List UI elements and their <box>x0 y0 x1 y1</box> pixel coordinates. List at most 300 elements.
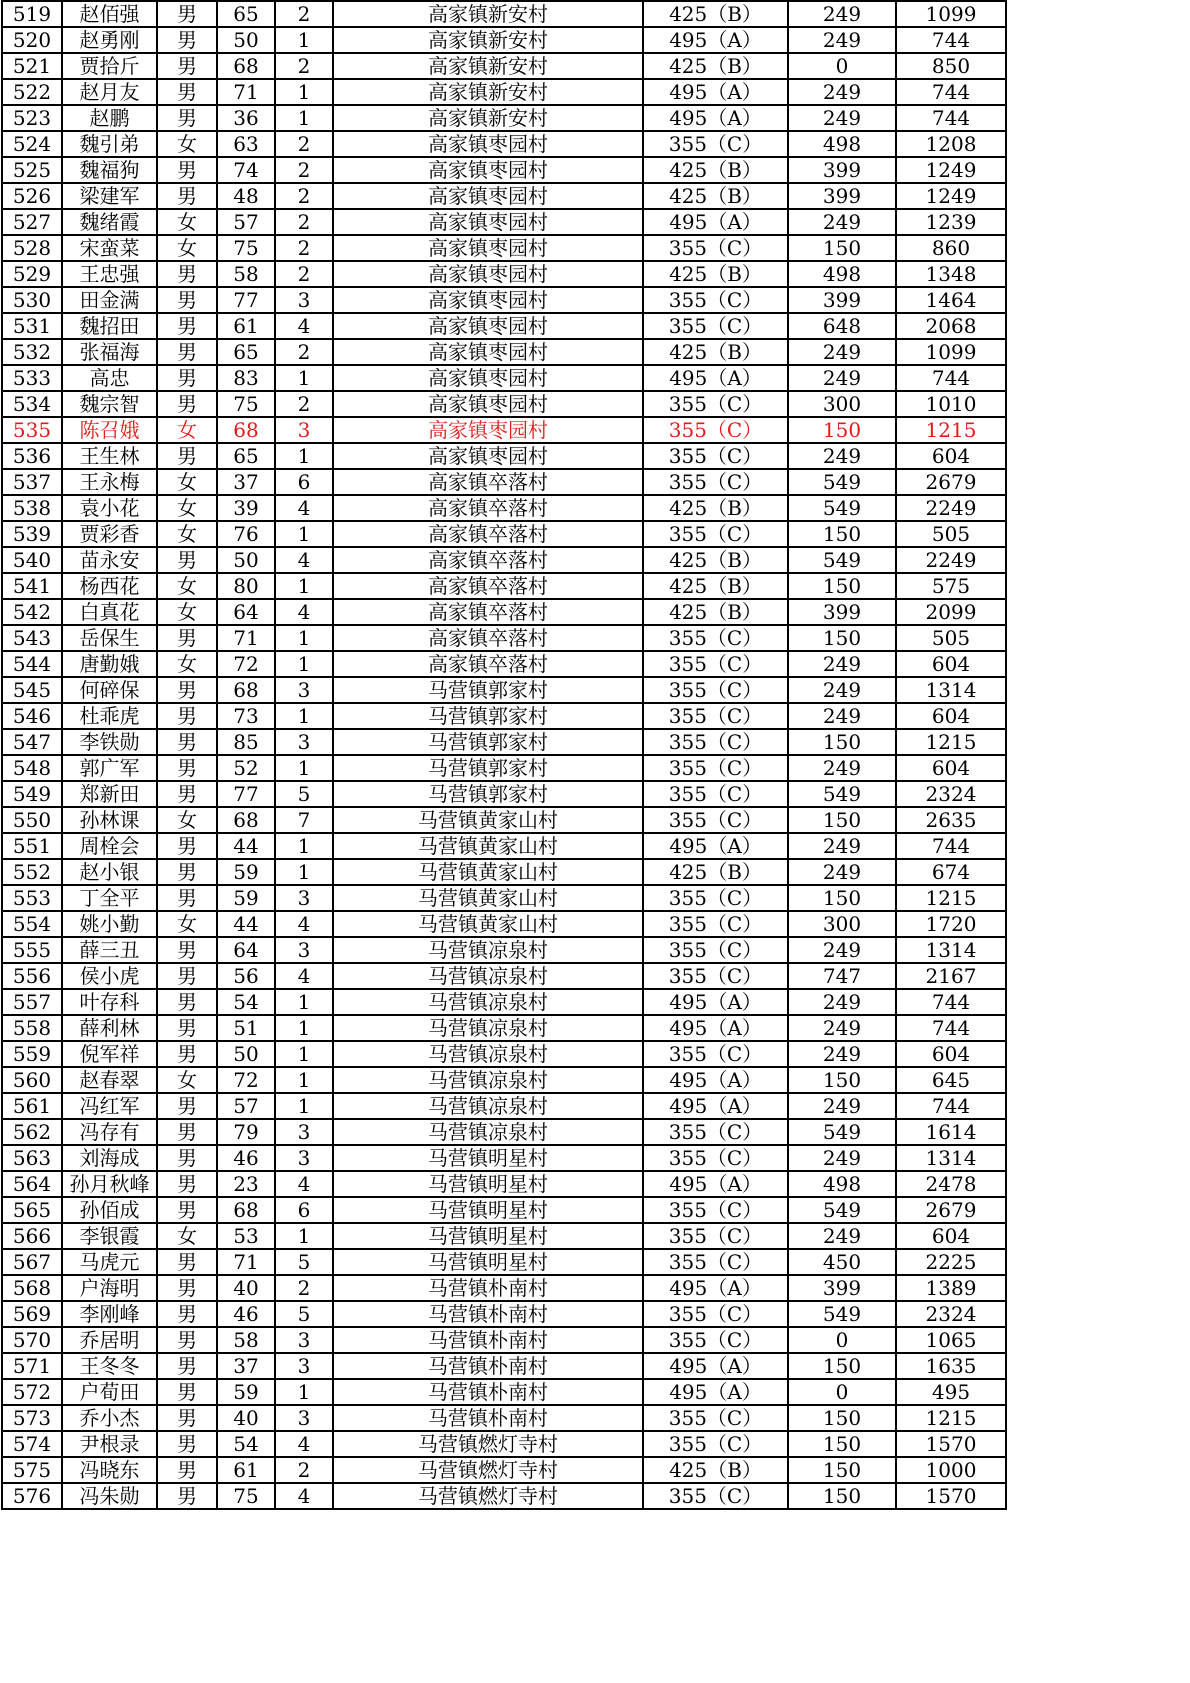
table-row <box>2 703 1006 729</box>
count-cell: 5 <box>275 1249 333 1275</box>
name-cell: 宋蛮菜 <box>62 235 157 261</box>
seq-cell: 542 <box>2 599 62 625</box>
seq-cell: 568 <box>2 1275 62 1301</box>
seq-cell: 564 <box>2 1171 62 1197</box>
amount-cell: 249 <box>788 79 896 105</box>
seq-cell: 553 <box>2 885 62 911</box>
gender-cell: 女 <box>157 807 217 833</box>
seq-cell: 567 <box>2 1249 62 1275</box>
table-row <box>2 365 1006 391</box>
age-cell: 50 <box>217 1041 275 1067</box>
standard-cell: 355（C） <box>643 937 788 963</box>
name-cell: 田金满 <box>62 287 157 313</box>
name-cell: 赵春翠 <box>62 1067 157 1093</box>
amount-cell: 549 <box>788 1119 896 1145</box>
age-cell: 56 <box>217 963 275 989</box>
seq-cell: 559 <box>2 1041 62 1067</box>
seq-cell: 539 <box>2 521 62 547</box>
standard-cell: 355（C） <box>643 235 788 261</box>
name-cell: 陈召娥 <box>62 417 157 443</box>
total-cell: 2068 <box>896 313 1006 339</box>
name-cell: 魏招田 <box>62 313 157 339</box>
seq-cell: 519 <box>2 1 62 27</box>
table-row <box>2 1197 1006 1223</box>
gender-cell: 男 <box>157 937 217 963</box>
seq-cell: 569 <box>2 1301 62 1327</box>
total-cell: 1215 <box>896 729 1006 755</box>
total-cell: 744 <box>896 1093 1006 1119</box>
name-cell: 赵佰强 <box>62 1 157 27</box>
gender-cell: 男 <box>157 1197 217 1223</box>
amount-cell: 300 <box>788 911 896 937</box>
standard-cell: 355（C） <box>643 443 788 469</box>
total-cell: 2478 <box>896 1171 1006 1197</box>
total-cell: 2324 <box>896 781 1006 807</box>
name-cell: 户海明 <box>62 1275 157 1301</box>
seq-cell: 534 <box>2 391 62 417</box>
gender-cell: 男 <box>157 1379 217 1405</box>
table-row <box>2 1 1006 27</box>
seq-cell: 532 <box>2 339 62 365</box>
gender-cell: 男 <box>157 1275 217 1301</box>
standard-cell: 425（B） <box>643 859 788 885</box>
gender-cell: 男 <box>157 1145 217 1171</box>
age-cell: 75 <box>217 391 275 417</box>
name-cell: 叶存科 <box>62 989 157 1015</box>
amount-cell: 249 <box>788 651 896 677</box>
count-cell: 3 <box>275 417 333 443</box>
total-cell: 604 <box>896 755 1006 781</box>
amount-cell: 249 <box>788 703 896 729</box>
standard-cell: 355（C） <box>643 651 788 677</box>
name-cell: 魏宗智 <box>62 391 157 417</box>
count-cell: 1 <box>275 1015 333 1041</box>
age-cell: 65 <box>217 443 275 469</box>
standard-cell: 355（C） <box>643 469 788 495</box>
village-cell: 高家镇卒落村 <box>333 547 643 573</box>
village-cell: 马营镇朴南村 <box>333 1379 643 1405</box>
gender-cell: 男 <box>157 963 217 989</box>
table-row <box>2 651 1006 677</box>
name-cell: 丁全平 <box>62 885 157 911</box>
seq-cell: 548 <box>2 755 62 781</box>
standard-cell: 355（C） <box>643 1301 788 1327</box>
gender-cell: 男 <box>157 1249 217 1275</box>
amount-cell: 399 <box>788 599 896 625</box>
table-row <box>2 729 1006 755</box>
table-row <box>2 1457 1006 1483</box>
seq-cell: 563 <box>2 1145 62 1171</box>
age-cell: 54 <box>217 1431 275 1457</box>
name-cell: 杜乖虎 <box>62 703 157 729</box>
village-cell: 马营镇郭家村 <box>333 729 643 755</box>
village-cell: 马营镇凉泉村 <box>333 1119 643 1145</box>
table-row <box>2 1353 1006 1379</box>
seq-cell: 536 <box>2 443 62 469</box>
count-cell: 1 <box>275 989 333 1015</box>
village-cell: 马营镇凉泉村 <box>333 1093 643 1119</box>
table-row <box>2 27 1006 53</box>
name-cell: 唐勤娥 <box>62 651 157 677</box>
total-cell: 1314 <box>896 937 1006 963</box>
village-cell: 高家镇枣园村 <box>333 417 643 443</box>
standard-cell: 425（B） <box>643 261 788 287</box>
standard-cell: 355（C） <box>643 755 788 781</box>
count-cell: 6 <box>275 469 333 495</box>
table-row <box>2 183 1006 209</box>
amount-cell: 549 <box>788 1197 896 1223</box>
gender-cell: 男 <box>157 27 217 53</box>
count-cell: 4 <box>275 495 333 521</box>
standard-cell: 495（A） <box>643 1067 788 1093</box>
standard-cell: 425（B） <box>643 1457 788 1483</box>
village-cell: 高家镇枣园村 <box>333 313 643 339</box>
count-cell: 2 <box>275 183 333 209</box>
amount-cell: 249 <box>788 859 896 885</box>
standard-cell: 425（B） <box>643 547 788 573</box>
village-cell: 高家镇新安村 <box>333 105 643 131</box>
count-cell: 3 <box>275 1353 333 1379</box>
gender-cell: 男 <box>157 313 217 339</box>
seq-cell: 566 <box>2 1223 62 1249</box>
village-cell: 马营镇凉泉村 <box>333 1015 643 1041</box>
name-cell: 贾彩香 <box>62 521 157 547</box>
count-cell: 3 <box>275 885 333 911</box>
total-cell: 1314 <box>896 1145 1006 1171</box>
age-cell: 39 <box>217 495 275 521</box>
seq-cell: 523 <box>2 105 62 131</box>
village-cell: 马营镇朴南村 <box>333 1405 643 1431</box>
standard-cell: 355（C） <box>643 963 788 989</box>
gender-cell: 男 <box>157 1301 217 1327</box>
age-cell: 40 <box>217 1405 275 1431</box>
seq-cell: 576 <box>2 1483 62 1509</box>
gender-cell: 男 <box>157 625 217 651</box>
seq-cell: 530 <box>2 287 62 313</box>
name-cell: 郑新田 <box>62 781 157 807</box>
village-cell: 高家镇新安村 <box>333 79 643 105</box>
village-cell: 高家镇枣园村 <box>333 391 643 417</box>
total-cell: 505 <box>896 521 1006 547</box>
total-cell: 1215 <box>896 417 1006 443</box>
age-cell: 61 <box>217 313 275 339</box>
amount-cell: 249 <box>788 755 896 781</box>
village-cell: 马营镇黄家山村 <box>333 885 643 911</box>
total-cell: 2099 <box>896 599 1006 625</box>
table-row <box>2 1275 1006 1301</box>
village-cell: 马营镇凉泉村 <box>333 937 643 963</box>
standard-cell: 355（C） <box>643 313 788 339</box>
total-cell: 1720 <box>896 911 1006 937</box>
amount-cell: 150 <box>788 521 896 547</box>
name-cell: 赵鹏 <box>62 105 157 131</box>
age-cell: 48 <box>217 183 275 209</box>
standard-cell: 495（A） <box>643 989 788 1015</box>
amount-cell: 150 <box>788 885 896 911</box>
standard-cell: 355（C） <box>643 521 788 547</box>
table-row <box>2 755 1006 781</box>
age-cell: 77 <box>217 287 275 313</box>
age-cell: 59 <box>217 859 275 885</box>
amount-cell: 399 <box>788 157 896 183</box>
amount-cell: 0 <box>788 1327 896 1353</box>
total-cell: 860 <box>896 235 1006 261</box>
standard-cell: 425（B） <box>643 157 788 183</box>
gender-cell: 男 <box>157 1457 217 1483</box>
age-cell: 83 <box>217 365 275 391</box>
table-row <box>2 261 1006 287</box>
age-cell: 37 <box>217 1353 275 1379</box>
amount-cell: 150 <box>788 729 896 755</box>
total-cell: 1614 <box>896 1119 1006 1145</box>
count-cell: 1 <box>275 1223 333 1249</box>
age-cell: 68 <box>217 417 275 443</box>
gender-cell: 男 <box>157 365 217 391</box>
seq-cell: 529 <box>2 261 62 287</box>
name-cell: 白真花 <box>62 599 157 625</box>
amount-cell: 549 <box>788 469 896 495</box>
count-cell: 3 <box>275 1327 333 1353</box>
total-cell: 1635 <box>896 1353 1006 1379</box>
count-cell: 2 <box>275 1275 333 1301</box>
standard-cell: 495（A） <box>643 1015 788 1041</box>
table-row <box>2 625 1006 651</box>
table-row <box>2 339 1006 365</box>
count-cell: 1 <box>275 573 333 599</box>
village-cell: 马营镇黄家山村 <box>333 833 643 859</box>
gender-cell: 男 <box>157 1041 217 1067</box>
age-cell: 72 <box>217 1067 275 1093</box>
table-row <box>2 547 1006 573</box>
count-cell: 2 <box>275 261 333 287</box>
amount-cell: 498 <box>788 261 896 287</box>
village-cell: 高家镇枣园村 <box>333 235 643 261</box>
village-cell: 马营镇黄家山村 <box>333 859 643 885</box>
count-cell: 2 <box>275 391 333 417</box>
name-cell: 冯朱勋 <box>62 1483 157 1509</box>
village-cell: 马营镇黄家山村 <box>333 807 643 833</box>
standard-cell: 355（C） <box>643 703 788 729</box>
seq-cell: 533 <box>2 365 62 391</box>
name-cell: 倪军祥 <box>62 1041 157 1067</box>
table-row <box>2 1119 1006 1145</box>
age-cell: 72 <box>217 651 275 677</box>
name-cell: 冯存有 <box>62 1119 157 1145</box>
age-cell: 51 <box>217 1015 275 1041</box>
village-cell: 高家镇卒落村 <box>333 573 643 599</box>
count-cell: 1 <box>275 365 333 391</box>
village-cell: 高家镇枣园村 <box>333 131 643 157</box>
total-cell: 1215 <box>896 885 1006 911</box>
seq-cell: 522 <box>2 79 62 105</box>
total-cell: 2225 <box>896 1249 1006 1275</box>
age-cell: 59 <box>217 1379 275 1405</box>
total-cell: 1099 <box>896 339 1006 365</box>
village-cell: 马营镇明星村 <box>333 1223 643 1249</box>
age-cell: 54 <box>217 989 275 1015</box>
table-row <box>2 1405 1006 1431</box>
table-row <box>2 157 1006 183</box>
standard-cell: 495（A） <box>643 209 788 235</box>
count-cell: 1 <box>275 703 333 729</box>
seq-cell: 558 <box>2 1015 62 1041</box>
count-cell: 2 <box>275 209 333 235</box>
seq-cell: 560 <box>2 1067 62 1093</box>
gender-cell: 女 <box>157 469 217 495</box>
seq-cell: 541 <box>2 573 62 599</box>
amount-cell: 249 <box>788 1015 896 1041</box>
name-cell: 乔居明 <box>62 1327 157 1353</box>
gender-cell: 男 <box>157 1171 217 1197</box>
gender-cell: 男 <box>157 1353 217 1379</box>
count-cell: 4 <box>275 1483 333 1509</box>
village-cell: 马营镇燃灯寺村 <box>333 1431 643 1457</box>
total-cell: 1570 <box>896 1431 1006 1457</box>
gender-cell: 男 <box>157 287 217 313</box>
table-row <box>2 911 1006 937</box>
amount-cell: 150 <box>788 1405 896 1431</box>
total-cell: 1239 <box>896 209 1006 235</box>
gender-cell: 女 <box>157 495 217 521</box>
amount-cell: 249 <box>788 989 896 1015</box>
name-cell: 李刚峰 <box>62 1301 157 1327</box>
gender-cell: 男 <box>157 547 217 573</box>
count-cell: 3 <box>275 287 333 313</box>
village-cell: 马营镇朴南村 <box>333 1327 643 1353</box>
total-cell: 1065 <box>896 1327 1006 1353</box>
standard-cell: 355（C） <box>643 729 788 755</box>
count-cell: 7 <box>275 807 333 833</box>
gender-cell: 男 <box>157 833 217 859</box>
total-cell: 2167 <box>896 963 1006 989</box>
amount-cell: 249 <box>788 1223 896 1249</box>
total-cell: 744 <box>896 79 1006 105</box>
village-cell: 马营镇郭家村 <box>333 781 643 807</box>
amount-cell: 249 <box>788 1041 896 1067</box>
seq-cell: 574 <box>2 1431 62 1457</box>
seq-cell: 562 <box>2 1119 62 1145</box>
name-cell: 岳保生 <box>62 625 157 651</box>
name-cell: 王生林 <box>62 443 157 469</box>
standard-cell: 355（C） <box>643 625 788 651</box>
amount-cell: 399 <box>788 1275 896 1301</box>
table-row <box>2 963 1006 989</box>
table-row <box>2 1483 1006 1509</box>
village-cell: 马营镇燃灯寺村 <box>333 1483 643 1509</box>
gender-cell: 男 <box>157 885 217 911</box>
name-cell: 杨西花 <box>62 573 157 599</box>
gender-cell: 女 <box>157 209 217 235</box>
gender-cell: 男 <box>157 339 217 365</box>
standard-cell: 355（C） <box>643 391 788 417</box>
gender-cell: 男 <box>157 1 217 27</box>
gender-cell: 男 <box>157 989 217 1015</box>
gender-cell: 男 <box>157 729 217 755</box>
age-cell: 58 <box>217 1327 275 1353</box>
village-cell: 马营镇凉泉村 <box>333 989 643 1015</box>
amount-cell: 150 <box>788 235 896 261</box>
seq-cell: 520 <box>2 27 62 53</box>
table-row <box>2 53 1006 79</box>
amount-cell: 549 <box>788 1301 896 1327</box>
village-cell: 马营镇明星村 <box>333 1145 643 1171</box>
table-body <box>2 1 1006 1509</box>
standard-cell: 495（A） <box>643 833 788 859</box>
table-row <box>2 209 1006 235</box>
seq-cell: 551 <box>2 833 62 859</box>
table-row <box>2 599 1006 625</box>
gender-cell: 女 <box>157 651 217 677</box>
seq-cell: 525 <box>2 157 62 183</box>
total-cell: 1010 <box>896 391 1006 417</box>
amount-cell: 450 <box>788 1249 896 1275</box>
name-cell: 李银霞 <box>62 1223 157 1249</box>
table-row <box>2 885 1006 911</box>
seq-cell: 573 <box>2 1405 62 1431</box>
amount-cell: 249 <box>788 1 896 27</box>
age-cell: 71 <box>217 1249 275 1275</box>
village-cell: 高家镇枣园村 <box>333 339 643 365</box>
total-cell: 2679 <box>896 1197 1006 1223</box>
village-cell: 高家镇枣园村 <box>333 209 643 235</box>
count-cell: 3 <box>275 729 333 755</box>
village-cell: 高家镇枣园村 <box>333 365 643 391</box>
seq-cell: 555 <box>2 937 62 963</box>
gender-cell: 男 <box>157 391 217 417</box>
seq-cell: 546 <box>2 703 62 729</box>
table-row <box>2 1327 1006 1353</box>
standard-cell: 495（A） <box>643 79 788 105</box>
age-cell: 68 <box>217 53 275 79</box>
standard-cell: 495（A） <box>643 365 788 391</box>
amount-cell: 150 <box>788 573 896 599</box>
amount-cell: 0 <box>788 53 896 79</box>
count-cell: 3 <box>275 1119 333 1145</box>
table-row <box>2 1223 1006 1249</box>
age-cell: 50 <box>217 27 275 53</box>
seq-cell: 538 <box>2 495 62 521</box>
village-cell: 马营镇凉泉村 <box>333 1041 643 1067</box>
count-cell: 1 <box>275 1093 333 1119</box>
table-row <box>2 989 1006 1015</box>
name-cell: 赵勇刚 <box>62 27 157 53</box>
village-cell: 高家镇卒落村 <box>333 651 643 677</box>
table-row <box>2 1301 1006 1327</box>
total-cell: 744 <box>896 833 1006 859</box>
village-cell: 高家镇枣园村 <box>333 443 643 469</box>
age-cell: 44 <box>217 911 275 937</box>
standard-cell: 355（C） <box>643 417 788 443</box>
seq-cell: 549 <box>2 781 62 807</box>
name-cell: 孙月秋峰 <box>62 1171 157 1197</box>
standard-cell: 495（A） <box>643 1379 788 1405</box>
age-cell: 74 <box>217 157 275 183</box>
gender-cell: 女 <box>157 1223 217 1249</box>
age-cell: 44 <box>217 833 275 859</box>
table-row <box>2 833 1006 859</box>
gender-cell: 男 <box>157 859 217 885</box>
gender-cell: 男 <box>157 781 217 807</box>
name-cell: 袁小花 <box>62 495 157 521</box>
table-row <box>2 417 1006 443</box>
name-cell: 尹根录 <box>62 1431 157 1457</box>
standard-cell: 495（A） <box>643 1171 788 1197</box>
records-table <box>1 0 1007 1510</box>
count-cell: 4 <box>275 313 333 339</box>
seq-cell: 557 <box>2 989 62 1015</box>
standard-cell: 355（C） <box>643 1197 788 1223</box>
age-cell: 85 <box>217 729 275 755</box>
